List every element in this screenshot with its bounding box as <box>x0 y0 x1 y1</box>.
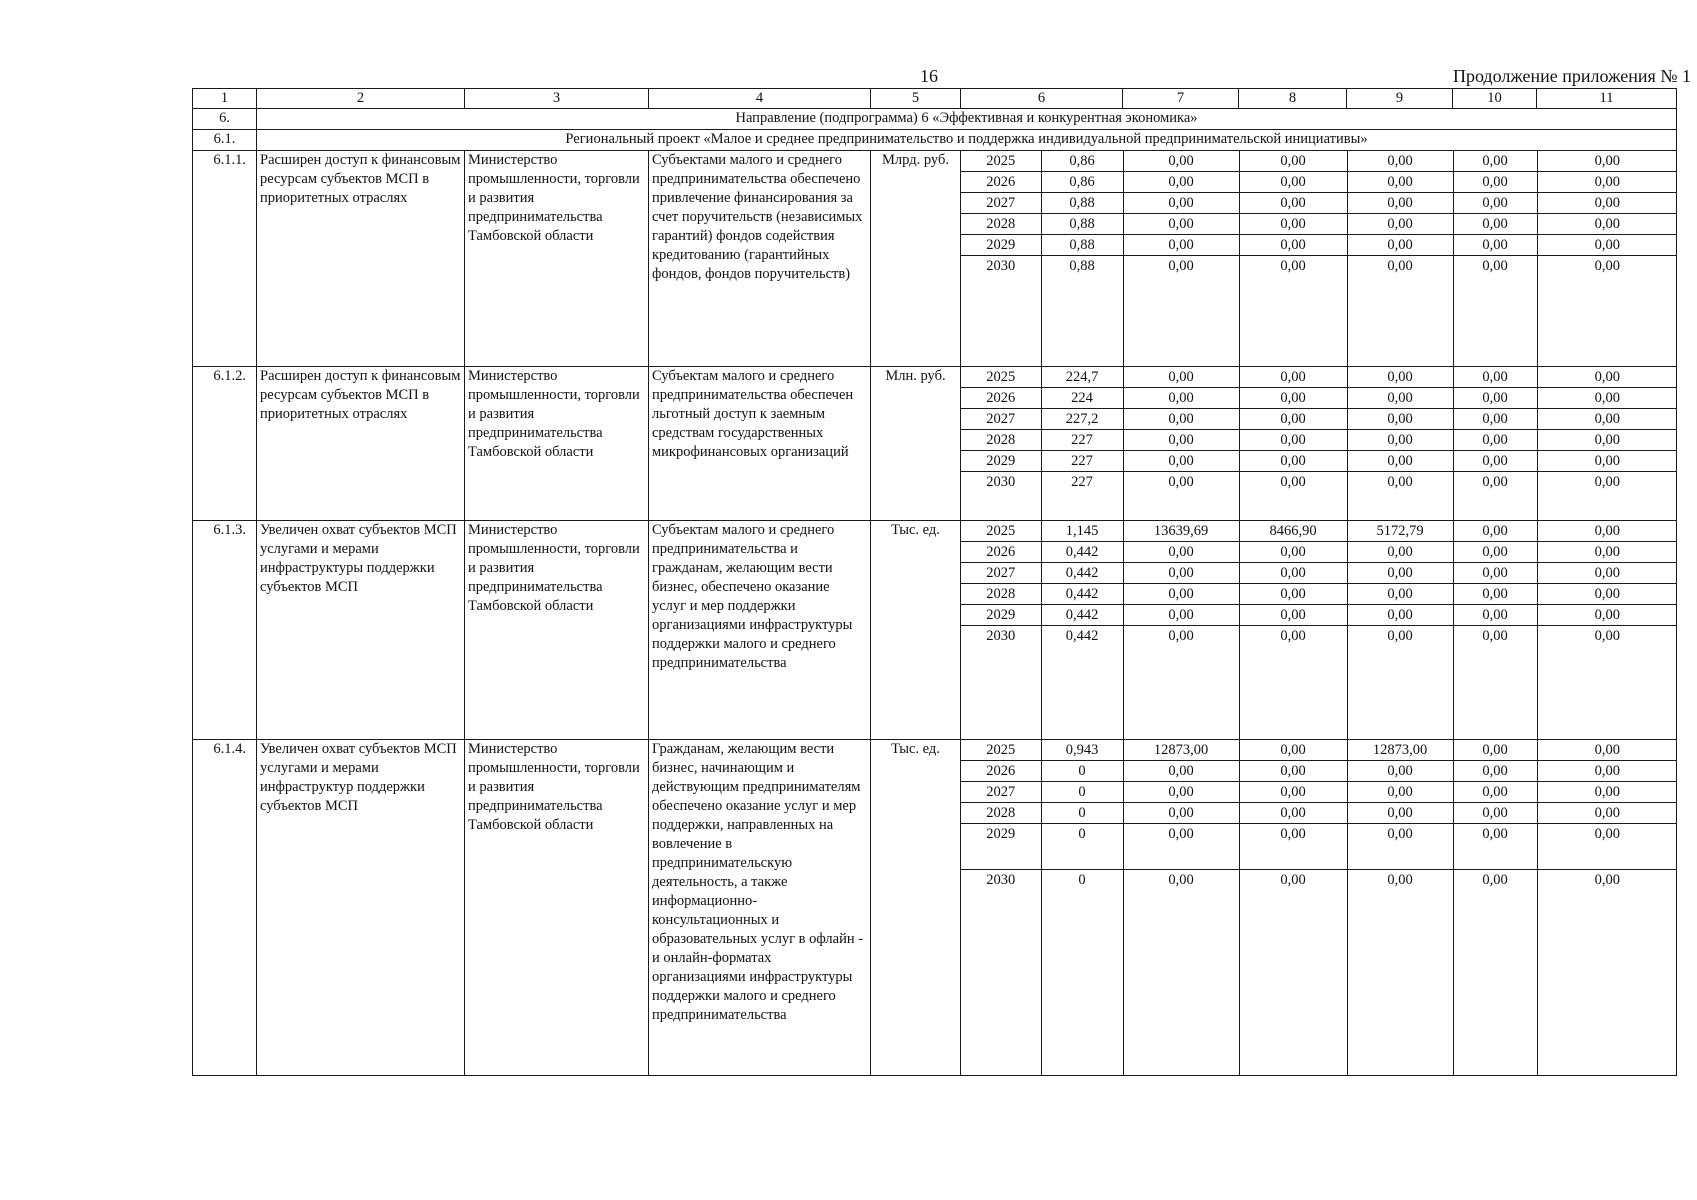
yearly-values <box>961 151 1677 367</box>
year-row <box>961 151 1677 172</box>
value-col-8: 8466,90 <box>1239 521 1347 542</box>
value-col-10: 0,00 <box>1453 430 1537 451</box>
row-number: 6.1.3. <box>193 521 257 740</box>
indicator-value: 0,88 <box>1041 256 1123 367</box>
header-col-1: 1 <box>193 89 257 109</box>
result-name: Увеличен охват субъектов МСП услугами и мерами инфраструктур поддержки субъектов МСП <box>257 740 465 1076</box>
value-col-8: 0,00 <box>1239 451 1347 472</box>
value-col-9: 5172,79 <box>1347 521 1453 542</box>
indicator-value: 224 <box>1041 388 1123 409</box>
value-col-8: 0,00 <box>1239 782 1347 803</box>
year-cell: 2029 <box>961 451 1041 472</box>
value-col-9: 0,00 <box>1347 367 1453 388</box>
value-col-7: 0,00 <box>1123 388 1239 409</box>
year-cell: 2030 <box>986 258 1016 274</box>
indicator-value: 227 <box>1041 430 1123 451</box>
value-col-10: 0,00 <box>1453 193 1537 214</box>
year-row <box>961 870 1677 1076</box>
project-number: 6.1. <box>193 130 257 151</box>
value-col-9: 0,00 <box>1347 584 1453 605</box>
year-row <box>961 521 1677 542</box>
value-col-7: 0,00 <box>1123 605 1239 626</box>
responsible-org: Министерство промышленности, торговли и развития предпринимательства Тамбовской области <box>465 367 649 521</box>
value-col-7: 0,00 <box>1123 256 1239 367</box>
value-col-7: 0,00 <box>1123 172 1239 193</box>
project-title: Региональный проект «Малое и среднее предпринимательство и поддержка индивидуальной предпринимательской инициативы» <box>257 130 1677 151</box>
value-col-10: 0,00 <box>1453 563 1537 584</box>
value-col-8: 0,00 <box>1239 256 1347 367</box>
value-col-8: 0,00 <box>1239 409 1347 430</box>
value-col-9: 0,00 <box>1347 761 1453 782</box>
indicator-value: 227 <box>1041 451 1123 472</box>
year-cell: 2026 <box>961 542 1041 563</box>
indicator-value: 0,442 <box>1041 563 1123 584</box>
unit-of-measure: Тыс. ед. <box>871 521 961 740</box>
value-col-8: 0,00 <box>1239 761 1347 782</box>
value-col-11: 0,00 <box>1537 451 1677 472</box>
section-title: Направление (подпрограмма) 6 «Эффективная и конкурентная экономика» <box>257 109 1677 130</box>
year-cell: 2029 <box>961 605 1041 626</box>
value-col-9: 0,00 <box>1347 388 1453 409</box>
value-col-7: 0,00 <box>1123 803 1239 824</box>
value-col-8: 0,00 <box>1239 472 1347 521</box>
value-col-10: 0,00 <box>1453 584 1537 605</box>
result-row <box>193 367 1677 521</box>
year-row <box>961 172 1677 193</box>
year-cell: 2027 <box>961 193 1041 214</box>
value-col-10: 0,00 <box>1453 870 1537 1076</box>
year-row <box>961 542 1677 563</box>
value-col-7: 0,00 <box>1123 235 1239 256</box>
value-col-10: 0,00 <box>1453 782 1537 803</box>
value-col-9: 0,00 <box>1347 824 1453 870</box>
value-col-7: 0,00 <box>1123 472 1239 521</box>
year-cell: 2025 <box>961 367 1041 388</box>
result-row <box>193 521 1677 740</box>
value-col-11: 0,00 <box>1537 193 1677 214</box>
indicator-value: 224,7 <box>1041 367 1123 388</box>
indicator-value: 227,2 <box>1041 409 1123 430</box>
value-col-7: 13639,69 <box>1123 521 1239 542</box>
yearly-values <box>961 367 1677 521</box>
unit-of-measure: Млн. руб. <box>871 367 961 521</box>
year-row <box>961 388 1677 409</box>
indicator-value: 0,442 <box>1041 626 1123 740</box>
indicator-value: 0,442 <box>1041 542 1123 563</box>
indicator-value: 0 <box>1041 782 1123 803</box>
year-cell: 2027 <box>961 409 1041 430</box>
value-col-10: 0,00 <box>1453 740 1537 761</box>
value-col-7: 0,00 <box>1123 782 1239 803</box>
responsible-org: Министерство промышленности, торговли и развития предпринимательства Тамбовской области <box>465 740 649 1076</box>
year-cell: 2028 <box>961 803 1041 824</box>
header-col-3: 3 <box>465 89 649 109</box>
year-row <box>961 563 1677 584</box>
value-col-8: 0,00 <box>1239 542 1347 563</box>
value-col-9: 0,00 <box>1347 870 1453 1076</box>
value-col-10: 0,00 <box>1453 521 1537 542</box>
indicator-value: 0,442 <box>1041 605 1123 626</box>
year-cell: 2030 <box>986 474 1016 490</box>
value-col-8: 0,00 <box>1239 605 1347 626</box>
indicator-value: 0 <box>1041 824 1123 870</box>
result-description: Субъектами малого и среднего предпринимательства обеспечено привлечение финансирования за счет поручительств (независимых гарантий) фондов содействия кредитованию (гарантийных фондов, фондов поручительств) <box>649 151 871 367</box>
year-cell: 2026 <box>961 388 1041 409</box>
value-col-8: 0,00 <box>1239 388 1347 409</box>
value-col-10: 0,00 <box>1453 542 1537 563</box>
result-description: Субъектам малого и среднего предпринимательства и гражданам, желающим вести бизнес, обеспечено оказание услуг и мер поддержки организациями инфраструктуры поддержки малого и среднего предпринимательства <box>649 521 871 740</box>
value-col-9: 0,00 <box>1347 782 1453 803</box>
indicator-value: 0,86 <box>1041 172 1123 193</box>
value-col-11: 0,00 <box>1537 214 1677 235</box>
value-col-10: 0,00 <box>1453 388 1537 409</box>
row-number: 6.1.2. <box>193 367 257 521</box>
header-col-7: 7 <box>1123 89 1239 109</box>
value-col-11: 0,00 <box>1537 430 1677 451</box>
indicator-value: 1,145 <box>1041 521 1123 542</box>
value-col-8: 0,00 <box>1239 740 1347 761</box>
value-col-10: 0,00 <box>1453 626 1537 740</box>
value-col-8: 0,00 <box>1239 803 1347 824</box>
header-col-11: 11 <box>1537 89 1677 109</box>
header-col-2: 2 <box>257 89 465 109</box>
header-col-8: 8 <box>1239 89 1347 109</box>
row-number: 6.1.4. <box>193 740 257 1076</box>
year-row <box>961 761 1677 782</box>
value-col-11: 0,00 <box>1537 388 1677 409</box>
value-col-11: 0,00 <box>1537 521 1677 542</box>
header-col-10: 10 <box>1453 89 1537 109</box>
indicator-value: 0 <box>1041 761 1123 782</box>
year-row <box>961 605 1677 626</box>
value-col-11: 0,00 <box>1537 782 1677 803</box>
value-col-10: 0,00 <box>1453 256 1537 367</box>
value-col-11: 0,00 <box>1537 235 1677 256</box>
year-row <box>961 472 1677 521</box>
value-col-10: 0,00 <box>1453 472 1537 521</box>
year-cell: 2028 <box>961 430 1041 451</box>
indicator-value: 0,943 <box>1041 740 1123 761</box>
program-table <box>192 88 1677 1076</box>
year-cell: 2029 <box>961 235 1041 256</box>
result-name: Увеличен охват субъектов МСП услугами и мерами инфраструктуры поддержки субъектов МСП <box>257 521 465 740</box>
value-col-11: 0,00 <box>1537 605 1677 626</box>
value-col-9: 0,00 <box>1347 256 1453 367</box>
year-row <box>961 451 1677 472</box>
value-col-7: 0,00 <box>1123 367 1239 388</box>
value-col-11: 0,00 <box>1537 563 1677 584</box>
indicator-value: 0,442 <box>1041 584 1123 605</box>
header-col-5: 5 <box>871 89 961 109</box>
year-cell: 2027 <box>961 563 1041 584</box>
value-col-9: 0,00 <box>1347 151 1453 172</box>
result-description: Субъектам малого и среднего предпринимательства обеспечен льготный доступ к заемным средствам государственных микрофинансовых организаций <box>649 367 871 521</box>
value-col-11: 0,00 <box>1537 824 1677 870</box>
value-col-9: 0,00 <box>1347 605 1453 626</box>
value-col-8: 0,00 <box>1239 193 1347 214</box>
value-col-9: 0,00 <box>1347 472 1453 521</box>
value-col-8: 0,00 <box>1239 626 1347 740</box>
project-row <box>193 130 1677 151</box>
result-description: Гражданам, желающим вести бизнес, начинающим и действующим предпринимателям обеспечено оказание услуг и мер поддержки, направленных на вовлечение в предпринимательскую деятельность, а также информационно-консультационных и образовательных услуг в офлайн - и онлайн-форматах организациями инфраструктуры поддержки малого и среднего предпринимательства <box>649 740 871 1076</box>
yearly-values-table <box>961 367 1677 520</box>
year-row <box>961 430 1677 451</box>
year-row <box>961 626 1677 740</box>
continuation-label: Продолжение приложения № 1 <box>1452 66 1691 86</box>
value-col-8: 0,00 <box>1239 584 1347 605</box>
value-col-8: 0,00 <box>1239 151 1347 172</box>
year-row <box>961 803 1677 824</box>
value-col-7: 0,00 <box>1123 870 1239 1076</box>
indicator-value: 227 <box>1041 472 1123 521</box>
value-col-7: 0,00 <box>1123 626 1239 740</box>
yearly-values <box>961 521 1677 740</box>
value-col-11: 0,00 <box>1537 151 1677 172</box>
year-cell: 2030 <box>986 628 1016 644</box>
year-row <box>961 214 1677 235</box>
result-row <box>193 740 1677 1076</box>
year-row <box>961 193 1677 214</box>
indicator-value: 0 <box>1041 803 1123 824</box>
yearly-values-table <box>961 151 1677 366</box>
year-cell: 2026 <box>961 761 1041 782</box>
year-cell: 2025 <box>961 521 1041 542</box>
year-row <box>961 824 1677 870</box>
value-col-10: 0,00 <box>1453 214 1537 235</box>
value-col-11: 0,00 <box>1537 803 1677 824</box>
value-col-7: 0,00 <box>1123 824 1239 870</box>
year-row <box>961 782 1677 803</box>
value-col-10: 0,00 <box>1453 824 1537 870</box>
year-cell: 2030 <box>986 872 1016 888</box>
value-col-11: 0,00 <box>1537 626 1677 740</box>
value-col-11: 0,00 <box>1537 761 1677 782</box>
section-row <box>193 109 1677 130</box>
year-cell: 2028 <box>961 214 1041 235</box>
value-col-10: 0,00 <box>1453 172 1537 193</box>
value-col-9: 0,00 <box>1347 409 1453 430</box>
value-col-10: 0,00 <box>1453 367 1537 388</box>
header-col-4: 4 <box>649 89 871 109</box>
value-col-8: 0,00 <box>1239 367 1347 388</box>
value-col-7: 0,00 <box>1123 430 1239 451</box>
yearly-values-table <box>961 521 1677 739</box>
value-col-9: 12873,00 <box>1347 740 1453 761</box>
value-col-7: 0,00 <box>1123 584 1239 605</box>
indicator-value: 0,88 <box>1041 193 1123 214</box>
value-col-11: 0,00 <box>1537 472 1677 521</box>
year-row <box>961 740 1677 761</box>
year-cell: 2028 <box>961 584 1041 605</box>
value-col-8: 0,00 <box>1239 430 1347 451</box>
responsible-org: Министерство промышленности, торговли и развития предпринимательства Тамбовской области <box>465 151 649 367</box>
value-col-8: 0,00 <box>1239 235 1347 256</box>
year-row <box>961 367 1677 388</box>
value-col-8: 0,00 <box>1239 824 1347 870</box>
header-col-9: 9 <box>1347 89 1453 109</box>
value-col-7: 0,00 <box>1123 563 1239 584</box>
section-number: 6. <box>193 109 257 130</box>
year-cell: 2026 <box>961 172 1041 193</box>
value-col-9: 0,00 <box>1347 803 1453 824</box>
result-name: Расширен доступ к финансовым ресурсам субъектов МСП в приоритетных отраслях <box>257 367 465 521</box>
value-col-10: 0,00 <box>1453 451 1537 472</box>
year-row <box>961 256 1677 367</box>
value-col-7: 0,00 <box>1123 193 1239 214</box>
value-col-9: 0,00 <box>1347 193 1453 214</box>
unit-of-measure: Млрд. руб. <box>871 151 961 367</box>
result-name: Расширен доступ к финансовым ресурсам субъектов МСП в приоритетных отраслях <box>257 151 465 367</box>
value-col-10: 0,00 <box>1453 235 1537 256</box>
value-col-11: 0,00 <box>1537 584 1677 605</box>
value-col-7: 12873,00 <box>1123 740 1239 761</box>
value-col-10: 0,00 <box>1453 803 1537 824</box>
value-col-8: 0,00 <box>1239 870 1347 1076</box>
value-col-8: 0,00 <box>1239 214 1347 235</box>
header-row <box>193 89 1677 109</box>
row-number: 6.1.1. <box>193 151 257 367</box>
value-col-11: 0,00 <box>1537 367 1677 388</box>
result-row <box>193 151 1677 367</box>
year-cell: 2025 <box>961 151 1041 172</box>
value-col-9: 0,00 <box>1347 214 1453 235</box>
value-col-10: 0,00 <box>1453 151 1537 172</box>
year-cell: 2027 <box>961 782 1041 803</box>
value-col-11: 0,00 <box>1537 740 1677 761</box>
value-col-7: 0,00 <box>1123 409 1239 430</box>
year-cell: 2025 <box>961 740 1041 761</box>
value-col-10: 0,00 <box>1453 761 1537 782</box>
year-cell: 2029 <box>961 824 1041 870</box>
value-col-11: 0,00 <box>1537 172 1677 193</box>
unit-of-measure: Тыс. ед. <box>871 740 961 1076</box>
value-col-11: 0,00 <box>1537 256 1677 367</box>
indicator-value: 0,86 <box>1041 151 1123 172</box>
header-col-6: 6 <box>961 89 1123 109</box>
value-col-7: 0,00 <box>1123 451 1239 472</box>
value-col-9: 0,00 <box>1347 626 1453 740</box>
value-col-10: 0,00 <box>1453 605 1537 626</box>
page-number: 16 <box>920 66 938 86</box>
value-col-11: 0,00 <box>1537 870 1677 1076</box>
value-col-7: 0,00 <box>1123 151 1239 172</box>
year-row <box>961 584 1677 605</box>
value-col-11: 0,00 <box>1537 542 1677 563</box>
indicator-value: 0,88 <box>1041 235 1123 256</box>
value-col-10: 0,00 <box>1453 409 1537 430</box>
value-col-9: 0,00 <box>1347 172 1453 193</box>
value-col-9: 0,00 <box>1347 451 1453 472</box>
value-col-8: 0,00 <box>1239 563 1347 584</box>
value-col-11: 0,00 <box>1537 409 1677 430</box>
value-col-8: 0,00 <box>1239 172 1347 193</box>
year-row <box>961 409 1677 430</box>
value-col-7: 0,00 <box>1123 761 1239 782</box>
yearly-values-table <box>961 740 1677 1075</box>
value-col-9: 0,00 <box>1347 235 1453 256</box>
yearly-values <box>961 740 1677 1076</box>
responsible-org: Министерство промышленности, торговли и развития предпринимательства Тамбовской области <box>465 521 649 740</box>
value-col-9: 0,00 <box>1347 430 1453 451</box>
value-col-9: 0,00 <box>1347 563 1453 584</box>
year-row <box>961 235 1677 256</box>
value-col-9: 0,00 <box>1347 542 1453 563</box>
value-col-7: 0,00 <box>1123 214 1239 235</box>
indicator-value: 0,88 <box>1041 214 1123 235</box>
indicator-value: 0 <box>1041 870 1123 1076</box>
value-col-7: 0,00 <box>1123 542 1239 563</box>
